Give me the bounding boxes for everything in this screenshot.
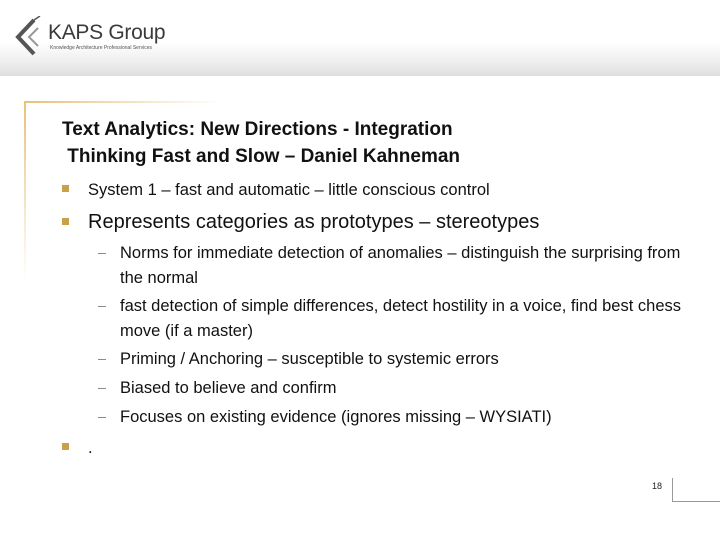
bullet-text: System 1 – fast and automatic – little conscious control	[88, 181, 490, 199]
bullet-item	[62, 209, 682, 236]
bullet-marker-icon	[62, 218, 69, 225]
footer-rule-horizontal	[672, 501, 720, 502]
kaps-logo-mark-icon	[14, 16, 42, 58]
sub-bullet-text: Norms for immediate detection of anomalies – distinguish the surprising from the normal	[120, 244, 681, 287]
slide-title	[62, 116, 682, 170]
sub-bullet-item	[62, 376, 682, 401]
kaps-group-logo	[14, 16, 166, 58]
bullet-item	[62, 436, 682, 460]
dash-marker-icon	[98, 359, 106, 360]
slide-title-line-2: Thinking Fast and Slow – Daniel Kahneman	[62, 146, 461, 167]
bullet-item	[62, 178, 682, 202]
page-number: 18	[652, 481, 663, 491]
logo-tagline: Knowledge Architecture Professional Services	[50, 45, 152, 51]
footer-rule-vertical	[672, 478, 673, 502]
frame-accent-left	[24, 101, 26, 281]
sub-bullet-text: Biased to believe and confirm	[120, 379, 337, 397]
bullet-text: .	[88, 439, 93, 457]
logo-name: KAPS Group	[48, 21, 166, 44]
sub-bullet-item	[62, 347, 682, 372]
frame-accent-top	[24, 101, 224, 103]
sub-bullet-text: fast detection of simple differences, detect hostility in a voice, find best chess move (if a master)	[120, 297, 681, 340]
sub-bullet-text: Priming / Anchoring – susceptible to systemic errors	[120, 350, 499, 368]
sub-bullet-item	[62, 241, 682, 291]
bullet-text: Represents categories as prototypes – stereotypes	[88, 211, 540, 233]
slide-content	[62, 178, 682, 460]
dash-marker-icon	[98, 306, 106, 307]
bullet-marker-icon	[62, 443, 69, 450]
sub-bullet-text: Focuses on existing evidence (ignores missing – WYSIATI)	[120, 408, 552, 426]
dash-marker-icon	[98, 253, 106, 254]
dash-marker-icon	[98, 388, 106, 389]
bullet-marker-icon	[62, 185, 69, 192]
slide-title-line-1: Text Analytics: New Directions - Integration	[62, 119, 453, 140]
sub-bullet-item	[62, 405, 682, 430]
dash-marker-icon	[98, 417, 106, 418]
sub-bullet-item	[62, 294, 682, 344]
